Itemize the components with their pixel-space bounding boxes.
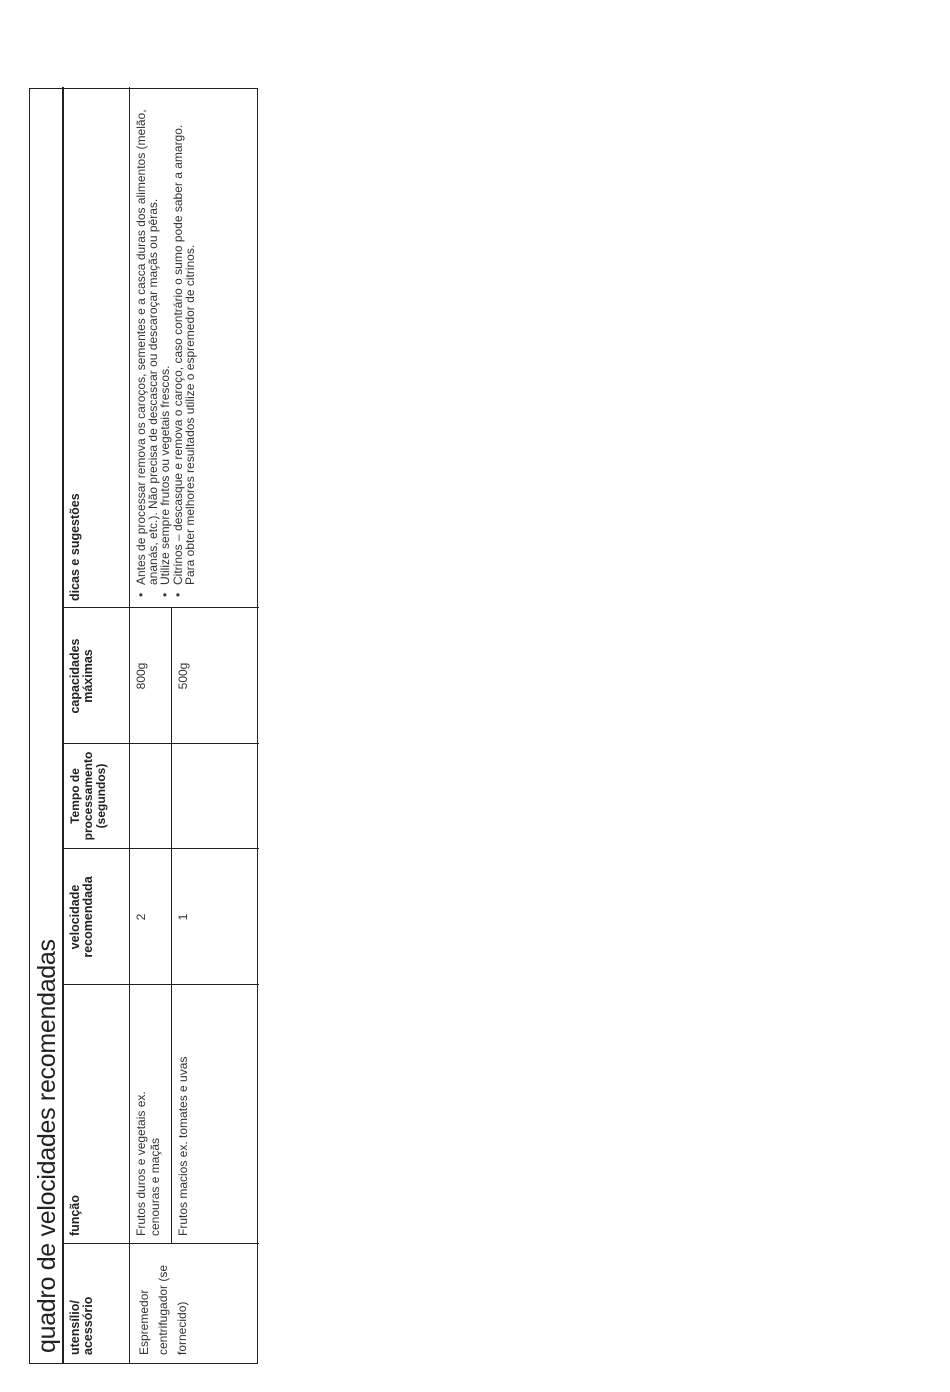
header-divider [129,87,130,1363]
tip-text: Citrinos – descasque e remova o caroço, caso contrário o sumo pode saber a amargo. Para obter melhores resultados utilize o espremedor de citrinos. [170,124,197,585]
header-capacity: capacidades máximas [68,638,95,714]
title-divider [63,87,64,1363]
col-divider [63,607,259,608]
speed-table-rotated [29,88,258,1364]
row-divider [171,608,172,1244]
bullet-icon: • [170,592,185,597]
row2-speed: 1 [176,913,190,921]
tip-text: Utilize sempre frutos ou vegetais frescos. [158,365,173,585]
speed-table [29,88,258,1364]
row2-function: Frutos macios ex. tomates e uvas [176,1056,190,1236]
row1-capacity: 800g [134,662,148,690]
col-divider [63,984,259,985]
row1-function: Frutos duros e vegetais ex. cenouras e maçãs [134,1091,162,1236]
utensil-cell: Espremedor centrifugador (se fornecido) [137,1264,189,1355]
tip-text: Antes de processar remova os caroços, sementes e a casca duras dos alimentos (melão, ananás, etc.). Não precisa de descascar ou descaroçar maçãs ou pêras. [134,109,161,585]
tip-item [135,101,159,601]
col-divider [63,1243,259,1244]
header-tips: dicas e sugestões [68,493,82,601]
tip-item [172,101,196,601]
tips-cell [135,101,196,601]
bullet-icon: • [158,592,173,597]
header-function: função [68,1195,82,1236]
row2-capacity: 500g [176,662,190,690]
bullet-icon: • [134,592,148,597]
row1-speed: 2 [134,913,148,921]
header-utensil: utensílio/ acessório [68,1296,95,1355]
header-time: Tempo de processamento (segundos) [68,751,108,841]
col-divider [63,848,259,849]
table-title: quadro de velocidades recomendadas [30,87,63,1363]
tips-list [135,101,196,601]
header-speed: velocidade recomendada [68,876,95,958]
